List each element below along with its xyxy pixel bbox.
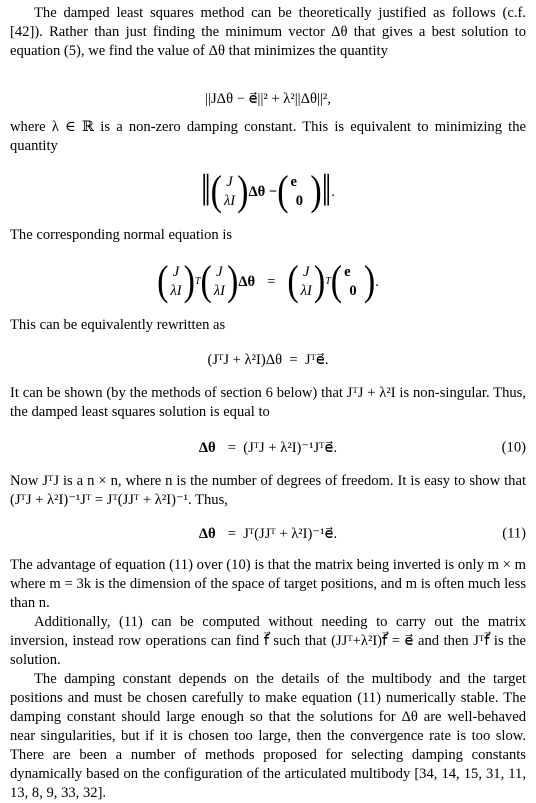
- equation-text: = (JᵀJ + λ²I)⁻¹Jᵀe⃗.: [227, 439, 338, 456]
- norm-bar-left: ‖: [201, 166, 211, 217]
- equals-sign: =: [267, 273, 276, 290]
- vector-entry: e⃗: [290, 174, 309, 190]
- equation-rewritten: [10, 336, 526, 384]
- norm-bar-right: ‖: [321, 166, 332, 217]
- matrix-entry: J: [216, 264, 223, 280]
- paren-right: ): [310, 168, 322, 215]
- delta-theta: Δθ: [238, 273, 256, 290]
- paren-left: (: [200, 258, 212, 305]
- delta-theta: Δθ: [198, 439, 216, 456]
- equation-text: (JᵀJ + λ²I)Δθ = Jᵀe⃗.: [207, 351, 329, 368]
- equation-period: .: [375, 273, 379, 290]
- equation-period: .: [331, 183, 335, 200]
- paren-left: (: [330, 258, 343, 305]
- paren-left: (: [210, 168, 222, 215]
- equation-text: = Jᵀ(JJᵀ + λ²I)⁻¹e⃗.: [227, 525, 338, 542]
- paragraph-damping-constant: where λ ∈ ℝ is a non-zero damping constant. This is equivalent to minimizing the quantity: [10, 119, 526, 154]
- paragraph-normal-equation: The corresponding normal equation is: [10, 227, 233, 243]
- equation-normal: ( J λI ) T ( J λI ) Δθ = ( J λI ) T ( e⃗ 0 ) .: [157, 258, 379, 305]
- matrix-entry: J: [172, 264, 180, 280]
- vector-entry: e⃗: [344, 264, 362, 280]
- equation-text: ||JΔθ − e⃗||² + λ²||Δθ||²,: [205, 90, 331, 107]
- vector-stack: [344, 263, 362, 301]
- paragraph-damping-choice: The damping constant depends on the details of the multibody and the target positions and must be chosen carefully to make equation (11) numerically stable. The damping constant should large enough so that the solutions for Δθ are well-behaved near singularities, but if it is chosen too large, then the convergence rate is too slow. There are been a number of methods proposed for selecting damping constants dynamically based on the configuration of the articulated multibody [34, 14, 15, 31, 11, 13, 8, 9, 33, 32].: [10, 671, 526, 801]
- equation-10: [10, 424, 526, 472]
- matrix-entry: J: [226, 174, 233, 190]
- paragraph-advantage: The advantage of equation (11) over (10) is that the matrix being inverted is only m × m where m = 3k is the dimension of the space of target positions, and m is often much less than n.: [10, 557, 526, 611]
- equation-number: (11): [502, 525, 526, 542]
- paragraph-row-operations: Additionally, (11) can be computed without needing to carry out the matrix inversion, instead row operations can find f⃗ such that (JJᵀ+λ²I)f⃗ = e⃗ and then Jᵀf⃗ is the solution.: [10, 614, 526, 668]
- paragraph-intro: The damped least squares method can be theoretically justified as follows (c.f. [42]). Rather than just finding the minimum vector Δθ that gives a best solution to equation (5), we find the value of Δθ that minimizes the quantity: [10, 5, 526, 59]
- vector-entry: 0: [349, 283, 357, 299]
- matrix-entry: λI: [170, 283, 182, 299]
- paragraph-degrees-of-freedom: Now JᵀJ is a n × n, where n is the number of degrees of freedom. It is easy to show that (JᵀJ + λ²I)⁻¹Jᵀ = Jᵀ(JJᵀ + λ²I)⁻¹. Thus,: [10, 473, 526, 508]
- matrix-stack-left: [224, 173, 235, 211]
- vector-entry: 0: [295, 193, 304, 209]
- vector-stack-right: [291, 173, 309, 211]
- paren-right: ): [313, 258, 326, 305]
- matrix-entry: λI: [223, 193, 236, 209]
- equation-11: [10, 512, 526, 556]
- paren-left: (: [157, 258, 169, 305]
- matrix-stack: [301, 263, 312, 301]
- matrix-stack: [170, 263, 181, 301]
- matrix-entry: λI: [300, 283, 312, 299]
- matrix-entry: J: [303, 264, 310, 280]
- equation-minimize-quantity: [10, 80, 526, 118]
- paren-right: ): [237, 168, 249, 215]
- paren-right: ): [183, 258, 195, 305]
- paren-left: (: [277, 168, 289, 215]
- paren-right: ): [227, 258, 239, 305]
- delta-theta: Δθ: [198, 525, 216, 542]
- paren-right: ): [363, 258, 376, 305]
- equation-stacked-norm: [10, 158, 526, 226]
- delta-theta: Δθ −: [248, 183, 278, 200]
- paren-left: (: [287, 258, 299, 305]
- equation-number: (10): [501, 439, 526, 456]
- paragraph-rewritten: This can be equivalently rewritten as: [10, 317, 226, 333]
- matrix-entry: λI: [213, 283, 225, 299]
- paragraph-nonsingular: It can be shown (by the methods of section 6 below) that JᵀJ + λ²I is non-singular. Thus, the damped least squares solution is equal to: [10, 385, 526, 420]
- matrix-stack: [214, 263, 225, 301]
